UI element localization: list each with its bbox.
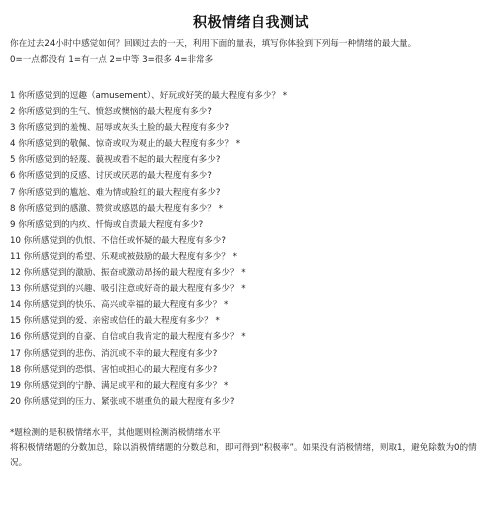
question-item: 4 你所感觉到的敬佩、惊奇或叹为观止的最大程度有多少？ * bbox=[10, 139, 241, 150]
question-item: 18 你所感觉到的恐惧、害怕或担心的最大程度有多少? bbox=[10, 364, 218, 375]
question-item: 20 你所感觉到的压力、紧张或不堪重负的最大程度有多少? bbox=[10, 396, 235, 407]
question-item: 8 你所感觉到的感激、赞赏或感恩的最大程度有多少？ * bbox=[10, 203, 223, 214]
intro-text: 你在过去24小时中感觉如何？回顾过去的一天，利用下面的量表，填写你体验到下列每一种情绪的最大量。 bbox=[10, 39, 417, 49]
question-item: 17 你所感觉到的悲伤、消沉或不幸的最大程度有多少? bbox=[10, 348, 218, 359]
positivity-ratio-note: 将积极情绪题的分数加总，除以消极情绪题的分数总和，即可得到“积极率”。如果没有消极情绪，则取1，避免除数为0的情况。 bbox=[10, 442, 477, 468]
question-item: 1 你所感觉到的逗趣（amusement）、好玩或好笑的最大程度有多少？ * bbox=[10, 91, 288, 101]
question-item: 19 你所感觉到的宁静、满足或平和的最大程度有多少？ * bbox=[10, 380, 229, 391]
question-list bbox=[10, 88, 492, 410]
question-item: 5 你所感觉到的轻蔑、藐视或看不起的最大程度有多少? bbox=[10, 155, 221, 166]
question-item: 3 你所感觉到的羞愧、屈辱或灰头土脸的最大程度有多少? bbox=[10, 123, 230, 134]
question-item: 7 你所感觉到的尴尬、难为情或脸红的最大程度有多少? bbox=[10, 187, 221, 198]
question-item: 9 你所感觉到的内疚、忏悔或自责最大程度有多少? bbox=[10, 219, 204, 230]
question-item: 10 你所感觉到的仇恨、不信任或怀疑的最大程度有多少? bbox=[10, 235, 226, 246]
question-item: 6 你所感觉到的反感、讨厌或厌恶的最大程度有多少? bbox=[10, 171, 212, 182]
question-item: 2 你所感觉到的生气、愤怒或懊恼的最大程度有多少? bbox=[10, 107, 212, 118]
question-item: 13 你所感觉到的兴趣、吸引注意或好奇的最大程度有多少？ * bbox=[10, 284, 246, 295]
scoring-notes bbox=[10, 426, 492, 471]
question-item: 16 你所感觉到的自豪、自信或自我肯定的最大程度有多少？ * bbox=[10, 332, 246, 343]
question-item: 12 你所感觉到的激励、振奋或激动昂扬的最大程度有多少？ * bbox=[10, 268, 246, 279]
question-item: 14 你所感觉到的快乐、高兴或幸福的最大程度有多少？ * bbox=[10, 300, 229, 311]
question-item: 15 你所感觉到的爱、亲密或信任的最大程度有多少？ * bbox=[10, 316, 220, 327]
question-item: 11 你所感觉到的希望、乐观或被鼓励的最大程度有多少？ * bbox=[10, 251, 237, 262]
rating-scale: 0=一点都没有 1=有一点 2=中等 3=很多 4=非常多 bbox=[10, 55, 214, 65]
page-title: 积极情绪自我测试 bbox=[193, 15, 309, 31]
positive-items-note: *题检测的是积极情绪水平，其他题则检测消极情绪水平 bbox=[10, 427, 221, 438]
